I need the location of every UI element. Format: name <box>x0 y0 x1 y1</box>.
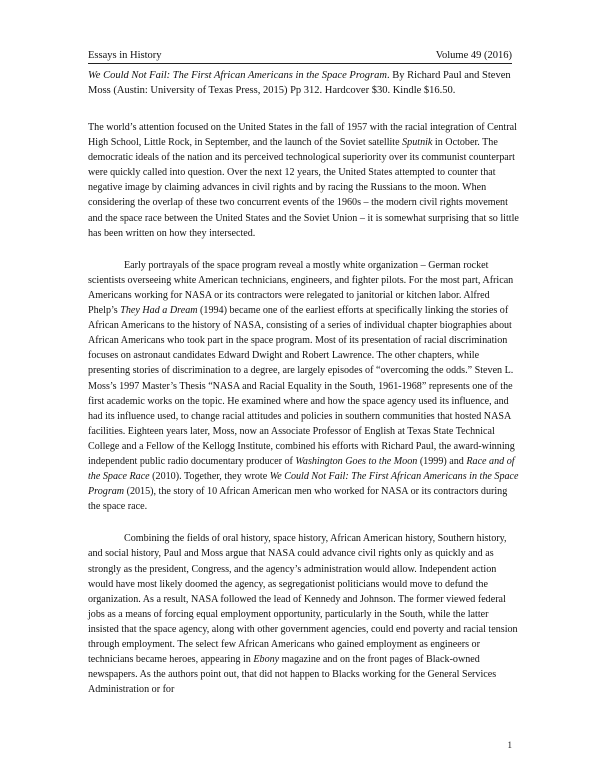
p3-ebony: Ebony <box>253 654 280 666</box>
journal-name: Essays in History <box>88 50 162 61</box>
p2-text-c: (1994) became one of the earliest efforts at specifically linking the stories of African Americans to the history of NASA, consisting of a series of individual chapter biographies about African Americans who took part in the space program. Most of its presentation of racial discrimination focuses on astronaut candidates Edward Dwight and Robert Lawrence. The other chapters, while presenting stories of discrimination to a degree, are largely episodes of “overcoming the odds.” Steven L. Moss’s 1997 Master’s Thesis “NASA and Racial Equality in the South, 1961-1968” represents one of the first academic works on the topic. He examined where and how the space agency used its influence, and had its influence used, to change racial attitudes and policies in southern communities that hosted NASA facilities. Eighteen years later, Moss, now an Associate Professor of English at Texas State Technical College and a Fellow of the Kellogg Institute, combined his efforts with Richard Paul, the award-winning independent public radio documentary producer of <box>88 305 515 467</box>
review-body <box>88 120 520 714</box>
p2-text-e: (1999) and <box>417 455 467 467</box>
paragraph-1 <box>88 120 520 241</box>
p2-text-a: Early portrayals of the space program reveal a mostly white organization – German rocket scientists overseeing white American technicians, engineers, and fighter pilots. For the most part, African Americans working for NASA or its contractors were relegated to janitorial or kitchen labor. Alfred Phelp’s <box>88 259 514 317</box>
book-citation <box>88 68 520 98</box>
running-header <box>88 49 512 64</box>
p3-text-c: magazine and on the front pages of Black-owned newspapers. As the authors point out, that did not happen to Blacks working for the General Services Administration or for <box>88 654 497 696</box>
p2-book-title: We Could Not Fail: The First African Americans in the Space Program <box>88 471 519 498</box>
paragraph-3 <box>88 531 520 697</box>
p2-text-i: (2015), the story of 10 African American men who worked for NASA or its contractors during the space race. <box>88 486 508 513</box>
book-title: We Could Not Fail: The First African Americans in the Space Program <box>88 70 387 81</box>
p1-text-a: The world’s attention focused on the United States in the fall of 1957 with the racial integration of Central High School, Little Rock, in September, and the launch of the Soviet satellite <box>88 122 517 149</box>
p2-text-g: (2010). Together, they wrote <box>149 471 270 483</box>
p1-sputnik: Sputnik <box>402 137 433 149</box>
volume-info: Volume 49 (2016) <box>435 50 512 61</box>
p1-text-c: in October. The democratic ideals of the nation and its perceived technological superiority over its communist counterpart were quickly called into question. Over the next 12 years, the United States attempted to counter that negative image by claiming advances in civil rights and by racing the Russians to the moon. When considering the overlap of these two concurrent events of the 1960s – the modern civil rights movement and the space race between the United States and the Soviet Union – it is somewhat surprising that so little has been written on how they intersected. <box>88 137 519 239</box>
paragraph-2 <box>88 258 520 515</box>
p2-washington-goes: Washington Goes to the Moon <box>295 455 418 467</box>
p2-they-had-a-dream: They Had a Dream <box>120 305 198 317</box>
citation-details: . By Richard Paul and Steven Moss (Austin: University of Texas Press, 2015) Pp 312. Hardcover $30. Kindle $16.50. <box>88 70 511 96</box>
page-number: 1 <box>507 740 512 750</box>
p3-text-a: Combining the fields of oral history, space history, African American history, Southern history, and social history, Paul and Moss argue that NASA could advance civil rights only as quickly and as strongly as the president, Congress, and the agency’s administration would allow. Independent action would have most likely doomed the agency, as segregationist politicians would move to defund the organization. As a result, NASA followed the lead of Kennedy and Johnson. The former viewed federal jobs as a means of forcing equal employment opportunity, particularly in the South, while the latter insisted that the space agency, along with other government agencies, could end poverty and racial tension through employment. The select few African Americans who gained employment as engineers or technicians became heroes, appearing in <box>88 533 518 666</box>
p2-race-space-race: Race and of the Space Race <box>88 455 515 483</box>
